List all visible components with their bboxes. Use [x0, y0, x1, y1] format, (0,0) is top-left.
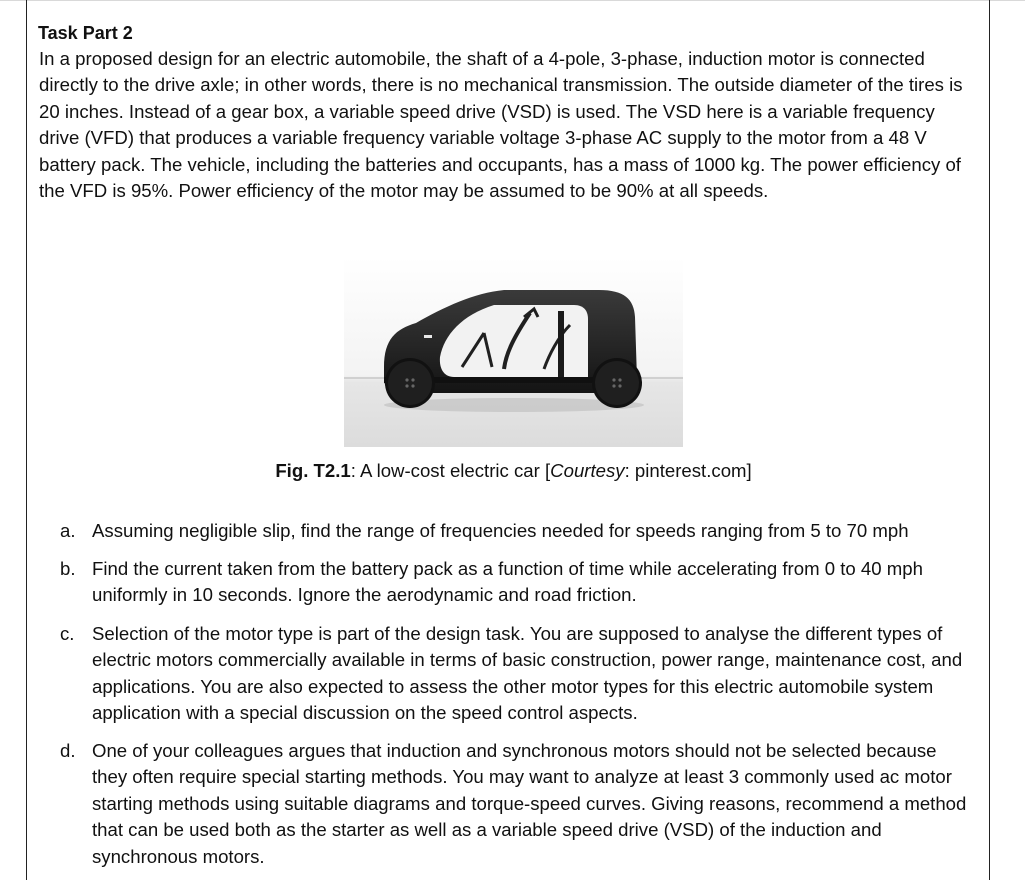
question-letter: d. — [60, 740, 76, 761]
electric-car-photo — [344, 257, 683, 447]
task-heading: Task Part 2 — [38, 23, 133, 43]
question-b — [60, 556, 970, 609]
question-text: One of your colleagues argues that induction and synchronous motors should not be selected because they often require special starting methods. You may want to analyze at least 3 commonly used ac motor starting methods using suitable diagrams and torque-speed curves. Giving reasons, recommend a method that can be used both as the starter as well as a variable speed drive (VSD) of the induction and synchronous motors. — [92, 740, 967, 867]
question-letter: a. — [60, 520, 76, 541]
caption-label: Fig. T2.1 — [275, 460, 351, 481]
caption-text: : A low-cost electric car [ — [350, 460, 551, 481]
question-text: Selection of the motor type is part of the design task. You are supposed to analyse the different types of electric motors commercially available in terms of basic construction, power range, maintenance cost, and applications. You are also expected to assess the other motor types for this electric automobile system application with a special discussion on the speed control aspects. — [92, 623, 963, 724]
question-c — [60, 621, 970, 727]
caption-courtesy: Courtesy — [550, 460, 625, 481]
caption-source: : pinterest.com] — [624, 460, 752, 481]
figure-caption — [0, 459, 1025, 483]
question-d — [60, 738, 970, 870]
intro-paragraph: In a proposed design for an electric automobile, the shaft of a 4-pole, 3-phase, induction motor is connected directly to the drive axle; in other words, there is no mechanical transmission. The outside diameter of the tires is 20 inches. Instead of a gear box, a variable speed drive (VSD) is used. The VSD here is a variable frequency drive (VFD) that produces a variable frequency variable voltage 3-phase AC supply to the motor from a 48 V battery pack. The vehicle, including the batteries and occupants, has a mass of 1000 kg. The power efficiency of the VFD is 95%. Power efficiency of the motor may be assumed to be 90% at all speeds. — [39, 48, 963, 202]
question-text: Assuming negligible slip, find the range of frequencies needed for speeds ranging from 5 to 70 mph — [92, 520, 909, 541]
question-text: Find the current taken from the battery pack as a function of time while accelerating from 0 to 40 mph uniformly in 10 seconds. Ignore the aerodynamic and road friction. — [92, 558, 923, 606]
question-letter: c. — [60, 623, 75, 644]
question-a — [60, 518, 970, 544]
question-letter: b. — [60, 558, 76, 579]
